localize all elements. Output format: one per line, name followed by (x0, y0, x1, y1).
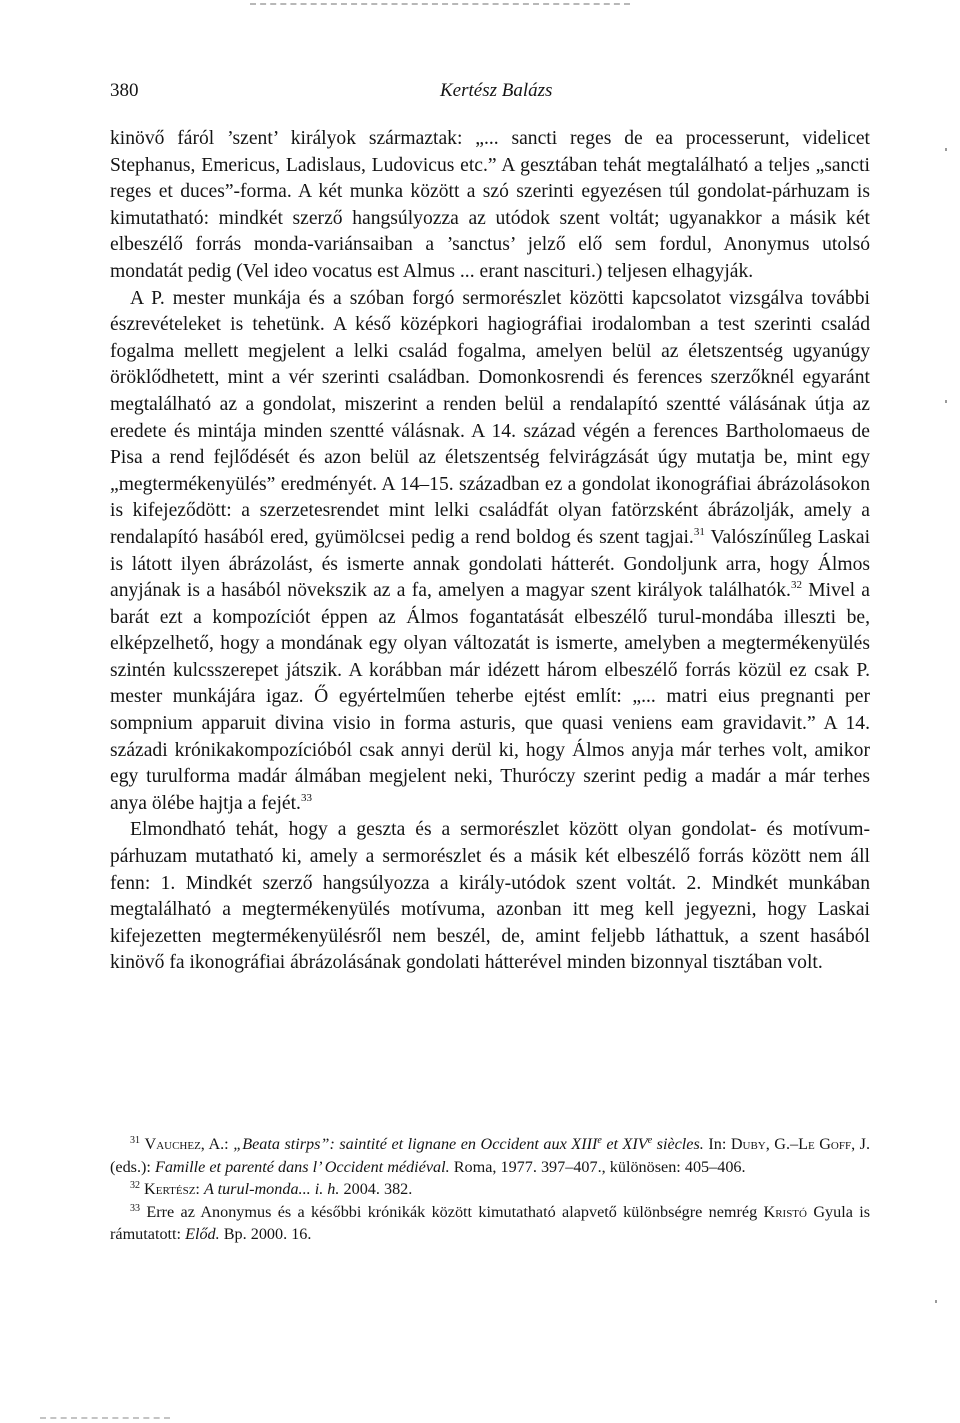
footnote-ref-32: 32 (790, 579, 802, 592)
footnote-text-2: Gyula is rámutatott: (110, 1202, 870, 1243)
footnote-text: Erre az Anonymus és a későbbi krónikák között kimutatható alapvető különbségre nemrég (146, 1202, 764, 1221)
paragraph-2-cont2: Mivel a barát ezt a kompozíciót éppen az Álmos fogantatását elbeszélő turul-mondába illeszti be, elképzelhető, hogy a mondának egy olyan változatát is ismerte, amelyben a megtermékenyülés szintén kulcsszerepet játszik. A korábban már idézett három elbeszélő forrás közül ez csak P. mester munkájára igaz. Ő egyértelműen teherbe ejtést említ: „... matri eius pregnanti per sompnium apparuit divina visio in forma asturis, que quasi veniens eam gravidavit.” A 14. századi krónikakompozícióból csak annyi derül ki, hogy Álmos anyja már terhes volt, amikor egy turulforma madár álmában megjelent neki, Thuróczy szerint pedig a madár a már terhes anya ölébe hajtja a fejét. (110, 580, 870, 814)
footnote-title: A turul-monda... i. h. (203, 1180, 340, 1198)
scan-speck (945, 148, 947, 151)
footnote-32 (110, 1178, 870, 1201)
scan-speck (945, 400, 947, 403)
paragraph-3: Elmondható tehát, hogy a geszta és a sermorészlet között olyan gondolat- és motívum-párhuzam mutatható ki, amely a sermorészlet és a másik két elbeszélő forrás között nem áll fenn: 1. Mindkét szerző hangsúlyozza a király-utódok szent voltát. 2. Mindkét munkában megtalálható a megtermékenyülés motívuma, azonban itt meg kell jegyezni, hogy Laskai kifejezetten megtermékenyülésről nem beszél, de, amint feljebb láthattuk, a szent hasából kinövő fa ikonográfiai ábrázolásának gondolati hátterével minden bizonnyal tisztában volt. (110, 819, 870, 974)
footnote-in: In: (703, 1135, 731, 1153)
footnote-eds: (eds.): (110, 1157, 155, 1176)
footnotes (110, 1133, 870, 1246)
body-text (110, 126, 870, 977)
footnote-book: Famille et parenté dans l’ Occident médiéval. (154, 1157, 450, 1176)
footnote-author: Vauchez, A.: (144, 1135, 234, 1153)
footnote-31 (110, 1133, 870, 1178)
scan-artifact-top (250, 3, 630, 5)
footnote-33 (110, 1201, 870, 1246)
footnote-title: „Beata stirps”: saintité et lignane en Occident aux XIIIe et XIVe siècles. (233, 1135, 704, 1153)
footnote-ref-31: 31 (693, 525, 705, 538)
footnote-ref-33: 33 (300, 791, 312, 804)
page-header (110, 80, 870, 110)
footnote-rest: Bp. 2000. 16. (219, 1225, 312, 1243)
running-head: Kertész Balázs (440, 80, 553, 101)
footnote-rest: 2004. 382. (339, 1180, 413, 1198)
paragraph-2 (110, 286, 870, 818)
footnote-number: 32 (130, 1180, 140, 1191)
scan-artifact-bottom (40, 1417, 170, 1419)
page-number: 380 (110, 80, 139, 101)
footnote-editors: Duby, G.–Le Goff, J. (730, 1135, 870, 1153)
paragraph-1: kinövő fáról ’szent’ királyok származtak: „... sancti reges de ea processerunt, videlicet Stephanus, Emericus, Ladislaus, Ludovicus etc.” A gesztában tehát megtalálható a teljes „sancti reges et duces”-forma. A két munka között a szó szerinti egyezésen túl gondolat-párhuzam is kimutatható: mindkét szerző hangsúlyozza az utódok szent voltát; ugyanakkor a másik két elbeszélő forrás monda-variánsaiban a ’sanctus’ jelző elő sem fordul, Anonymus utolsó mondatát pedig (Vel ideo vocatus est Almus ... erant nascituri.) teljesen elhagyják. (110, 128, 870, 282)
footnote-rest: Roma, 1977. 397–407., különösen: 405–406. (449, 1157, 746, 1176)
footnote-author: Kristó (763, 1202, 807, 1221)
scan-speck (935, 1300, 937, 1303)
paragraph-2-text: A P. mester munkája és a szóban forgó sermorészlet közötti kapcsolatot vizsgálva további észrevételeket is tehetünk. A késő középkori hagiográfiai irodalomban a test szerinti család fogalma mellett megjelent a lelki család fogalma, amelyen belül az életszentség ugyanúgy öröklődhetett, mint a vér szerinti családban. Domonkosrendi és ferences szerzőknél egyaránt megtalálható az a gondolat, miszerint a renden belül a rendalapító szentté válásának útja az eredete és mintája minden szentté válásnak. A 14. század végén a ferences Bartholomaeus de Pisa a rend fejlődését és azon belül az életszentség felvirágzását úgy mutatja be, mint egy „megtermékenyülés” eredményét. A 14–15. században ez a gondolat ikonográfiai ábrázolásokon is kifejeződött: a szerzetesrendet mint lelki családfát olyan fatörzsként ábrázolják, amely a rendalapító hasából ered, gyümölcsei pedig a rend boldog és szent tagjai. (110, 287, 870, 548)
footnote-title: Előd. (185, 1225, 220, 1243)
footnote-number: 33 (130, 1202, 140, 1214)
paragraph-2-cont: Valószínűleg Laskai is látott ilyen ábrázolást, és ismerte annak gondolati hátterét. Gondoljunk arra, hogy Álmos anyjának is a hasából növekszik az a fa, amelyen a magyar szent királyok találhatók. (110, 526, 871, 602)
footnote-author: Kertész: (144, 1180, 204, 1198)
footnote-number: 31 (130, 1135, 140, 1146)
